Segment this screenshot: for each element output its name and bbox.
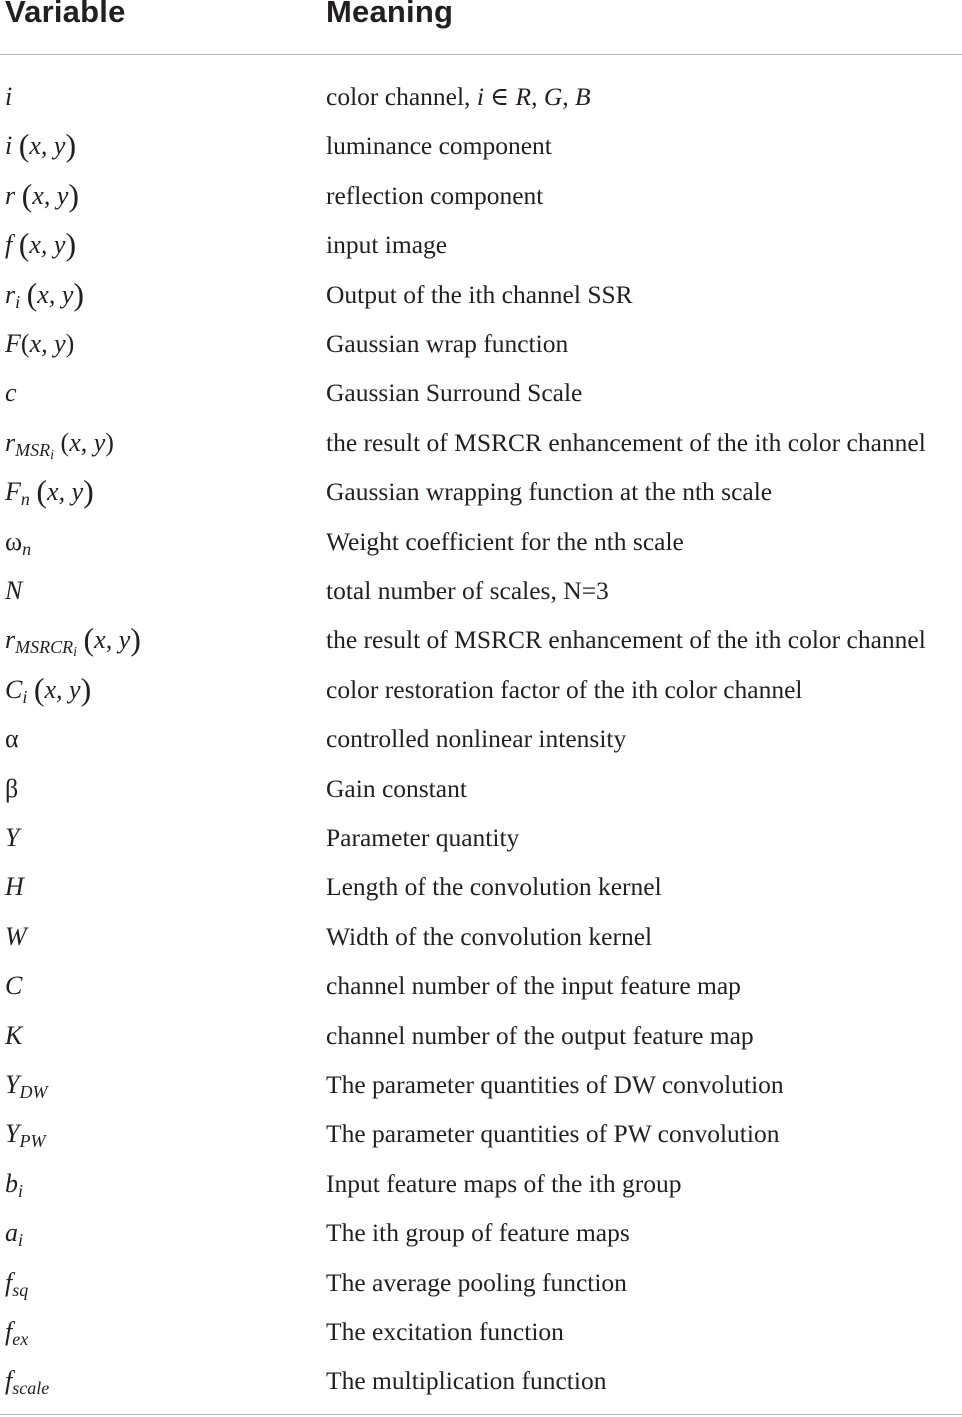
meaning-cell: The ith group of feature maps — [326, 1218, 630, 1248]
table-row — [0, 418, 962, 467]
variable-cell: $\omega_n$ — [5, 526, 32, 559]
header-divider — [0, 54, 962, 55]
meaning-cell: The parameter quantities of PW convolution — [326, 1119, 780, 1149]
variable-cell: K — [5, 1020, 23, 1050]
variable-cell: f (x, y) — [5, 226, 77, 263]
variable-cell: $a_i$ — [5, 1218, 24, 1251]
variable-cell: $Y_{DW}$ — [5, 1070, 48, 1102]
variable-cell: $r_{MSR_i}$ (x, y) — [5, 427, 114, 463]
meaning-cell: The excitation function — [326, 1317, 564, 1346]
meaning-cell: Parameter quantity — [326, 823, 520, 852]
meaning-cell: controlled nonlinear intensity — [326, 724, 627, 754]
variable-cell: i (x, y) — [5, 127, 77, 164]
table-row — [0, 1011, 962, 1060]
variable-cell: H — [5, 872, 24, 902]
table-row — [0, 665, 962, 714]
meaning-cell: channel number of the output feature map — [326, 1020, 754, 1050]
table-row — [0, 1109, 962, 1158]
variable-cell: r (x, y) — [5, 176, 80, 213]
table-row — [0, 121, 962, 170]
meaning-cell: color channel, i ∈ R, G, B — [326, 82, 591, 111]
meaning-cell: Output of the ith channel SSR — [326, 279, 633, 309]
variable-cell: $C_i$ (x, y) — [5, 670, 92, 707]
bottom-divider — [0, 1414, 962, 1415]
meaning-cell: luminance component — [326, 131, 552, 161]
meaning-cell: Length of the convolution kernel — [326, 872, 662, 902]
variable-cell: F(x, y) — [5, 329, 75, 358]
meaning-cell: input image — [326, 230, 448, 260]
meaning-cell: the result of MSRCR enhancement of the ith color channel — [326, 427, 926, 457]
variable-cell: $r_{MSRCR_i}$ (x, y) — [5, 621, 141, 661]
table-row — [0, 566, 962, 615]
table-row — [0, 912, 962, 961]
table-header — [0, 0, 962, 52]
variable-cell: $r_i$ (x, y) — [5, 275, 85, 312]
variable-cell: $Y_{PW}$ — [5, 1119, 46, 1152]
meaning-cell: Weight coefficient for the nth scale — [326, 526, 684, 556]
meaning-cell: The multiplication function — [326, 1366, 607, 1396]
table-row — [0, 319, 962, 368]
meaning-cell: Gaussian Surround Scale — [326, 378, 583, 408]
variable-cell: W — [5, 921, 27, 951]
variable-cell: $b_i$ — [5, 1168, 24, 1201]
table-row — [0, 1159, 962, 1208]
table-row — [0, 862, 962, 911]
table-row — [0, 517, 962, 566]
variable-cell: C — [5, 971, 23, 1001]
meaning-cell: The parameter quantities of DW convolution — [326, 1070, 784, 1099]
table-row — [0, 764, 962, 813]
table-row — [0, 813, 962, 862]
variable-cell: $f_{scale}$ — [5, 1366, 50, 1399]
meaning-cell: Input feature maps of the ith group — [326, 1168, 682, 1198]
meaning-cell: Gain constant — [326, 773, 467, 803]
table-row — [0, 270, 962, 319]
table-row — [0, 1258, 962, 1307]
table-row — [0, 961, 962, 1010]
variable-cell: i — [5, 82, 13, 111]
variable-cell: c — [5, 378, 17, 408]
variable-cell: $f_{ex}$ — [5, 1317, 29, 1349]
table-row — [0, 1060, 962, 1109]
variable-cell: β — [5, 773, 19, 803]
table-row — [0, 72, 962, 121]
variable-cell: $f_{sq}$ — [5, 1267, 29, 1300]
variable-cell: $F_n$ (x, y) — [5, 473, 94, 510]
meaning-cell: the result of MSRCR enhancement of the ith color channel — [326, 625, 926, 655]
meaning-cell: Width of the convolution kernel — [326, 921, 653, 951]
meaning-cell: color restoration factor of the ith color channel — [326, 674, 803, 704]
table-row — [0, 1307, 962, 1356]
header-variable: Variable — [5, 0, 126, 29]
table-row — [0, 171, 962, 220]
table-row — [0, 615, 962, 664]
table-row — [0, 368, 962, 417]
variable-cell: α — [5, 724, 19, 754]
meaning-cell: Gaussian wrapping function at the nth scale — [326, 477, 773, 507]
header-meaning: Meaning — [326, 0, 454, 29]
table-row — [0, 1208, 962, 1257]
table-row — [0, 714, 962, 763]
variable-cell: N — [5, 576, 23, 605]
table-row — [0, 220, 962, 269]
table-row — [0, 1356, 962, 1405]
variable-cell: Y — [5, 823, 20, 852]
meaning-cell: Gaussian wrap function — [326, 329, 569, 358]
meaning-cell: channel number of the input feature map — [326, 971, 741, 1001]
table-row — [0, 467, 962, 516]
meaning-cell: reflection component — [326, 180, 544, 210]
meaning-cell: total number of scales, N=3 — [326, 576, 609, 605]
meaning-cell: The average pooling function — [326, 1267, 627, 1297]
